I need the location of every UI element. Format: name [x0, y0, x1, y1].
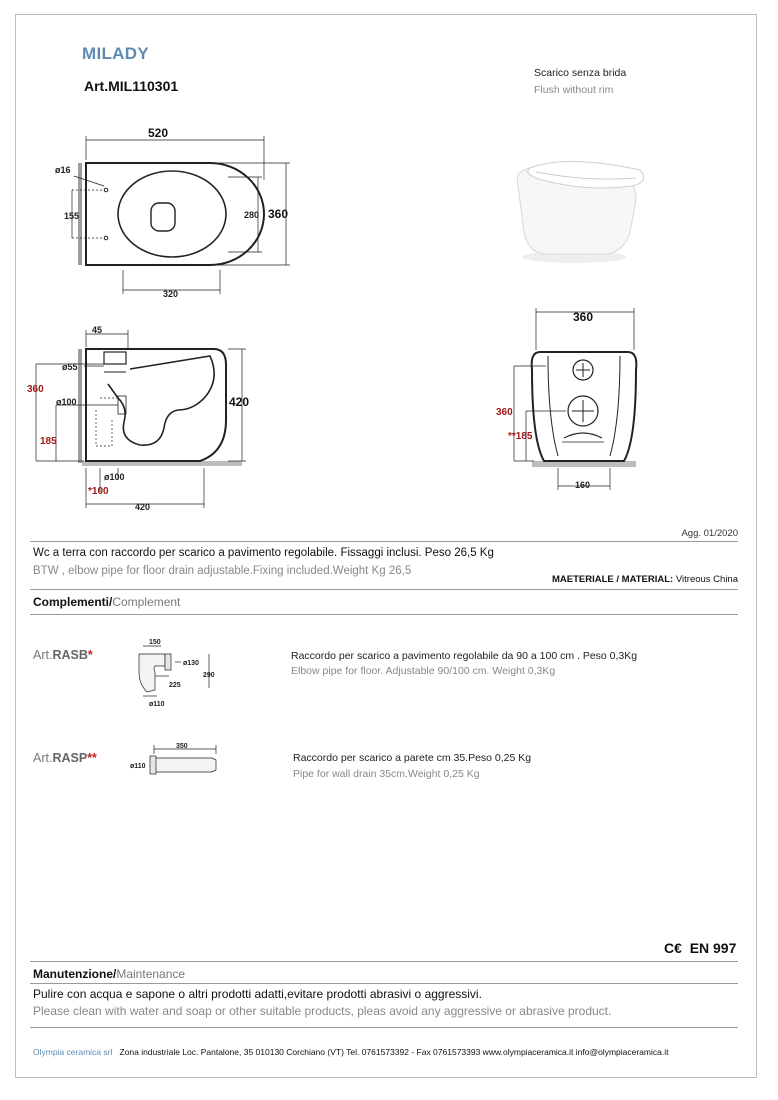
divider	[30, 614, 738, 615]
rasp-desc-it: Raccordo per scarico a parete cm 35.Peso 0,25 Kg	[293, 752, 532, 764]
top-hole-dim: ø16	[55, 165, 71, 175]
description-en: BTW , elbow pipe for floor drain adjustable.Fixing included.Weight Kg 26,5	[33, 565, 412, 577]
footer	[33, 1047, 668, 1057]
side-view-drawing	[36, 330, 246, 508]
divider	[30, 589, 738, 590]
rasb-dim-a: 150	[149, 639, 161, 646]
code-name: RASP	[52, 751, 88, 765]
rear-bottom-dim: 160	[575, 480, 591, 490]
product-photo	[517, 161, 644, 263]
maintenance-title-en: Maintenance	[116, 967, 186, 981]
material-label: MAETERIALE / MATERIAL:	[552, 574, 674, 585]
top-inner-height-dim: 280	[244, 210, 260, 220]
divider	[30, 1027, 738, 1028]
complements-heading	[33, 595, 180, 609]
rim-label-en: Flush without rim	[534, 84, 614, 96]
complement-code-rasb	[33, 648, 93, 662]
rim-label-it: Scarico senza brida	[534, 67, 627, 79]
rasp-dim-a: 350	[176, 743, 188, 750]
divider	[30, 983, 738, 984]
side-floor-pipe-dim: ø100	[104, 472, 125, 482]
rasb-dim-d: 225	[169, 682, 181, 689]
footer-company: Olympia ceramica srl	[33, 1047, 113, 1057]
code-star: *	[87, 648, 93, 662]
divider	[30, 541, 738, 542]
rasb-dim-e: ø110	[149, 701, 165, 708]
side-floor-pipe-marked-dim: *100	[88, 486, 109, 497]
rasb-desc-it: Raccordo per scarico a pavimento regolabile da 90 a 100 cm . Peso 0,3Kg	[291, 650, 638, 662]
standard: EN 997	[689, 940, 737, 956]
update-date: Agg. 01/2020	[681, 528, 738, 539]
rear-view-drawing	[514, 308, 636, 490]
code-prefix: Art.	[33, 751, 53, 765]
divider	[30, 961, 738, 962]
rasp-drawing	[128, 740, 228, 780]
code-star: **	[87, 751, 97, 765]
ce-mark-icon: C€	[664, 940, 682, 956]
maintenance-title-it: Manutenzione/	[33, 967, 117, 981]
maintenance-heading	[33, 967, 185, 981]
footer-address: Zona industriale Loc. Pantalone, 35 010130 Corchiano (VT) Tel. 0761573392 - Fax 0761573393 www.olympiaceramica.it info@olympiaceramica.it	[119, 1047, 669, 1057]
rasb-desc-en: Elbow pipe for floor. Adjustable 90/100 cm. Weight 0,3Kg	[291, 665, 556, 677]
complements-title-it: Complementi/	[33, 595, 113, 609]
rasp-desc-en: Pipe for wall drain 35cm.Weight 0,25 Kg	[293, 768, 480, 780]
certification	[664, 940, 736, 956]
maintenance-en: Please clean with water and soap or other suitable products, pleas avoid any aggressive or abrasive product.	[33, 1004, 612, 1018]
code-name: RASB	[52, 648, 88, 662]
side-height-dim: 420	[229, 395, 250, 409]
complements-title-en: Complement	[112, 595, 181, 609]
rasb-dim-c: 290	[203, 672, 215, 679]
description-it: Wc a terra con raccordo per scarico a pavimento regolabile. Fissaggi inclusi. Peso 26,5 Kg	[33, 547, 494, 559]
top-width-dim: 520	[148, 126, 169, 140]
maintenance-it: Pulire con acqua e sapone o altri prodotti adatti,evitare prodotti abrasivi o aggressivi.	[33, 987, 482, 1001]
rear-drain-height-dim: **185	[508, 431, 533, 442]
side-drain-height-dim: 185	[40, 436, 57, 447]
article-code: Art.MIL110301	[84, 78, 179, 94]
top-height-dim: 360	[268, 207, 289, 221]
rear-width-dim: 360	[573, 310, 594, 324]
complement-code-rasp	[33, 751, 97, 765]
rear-height-dim: 360	[496, 407, 513, 418]
material-line	[552, 574, 738, 585]
side-outlet-dim: ø55	[62, 362, 78, 372]
rasp-dim-b: ø110	[130, 763, 146, 770]
product-title: MILADY	[82, 44, 149, 63]
rasb-drawing	[125, 632, 225, 712]
side-top-dim: 45	[92, 325, 103, 335]
technical-drawings	[0, 0, 778, 520]
side-pipe-dim: ø100	[56, 397, 77, 407]
side-length-dim: 420	[135, 502, 151, 512]
material-value: Vitreous China	[675, 574, 738, 585]
top-hole-spacing-dim: 155	[64, 211, 80, 221]
side-left-height-dim: 360	[27, 384, 44, 395]
rasb-dim-b: ø130	[183, 660, 199, 667]
code-prefix: Art.	[33, 648, 53, 662]
top-bottom-dim: 320	[163, 289, 179, 299]
